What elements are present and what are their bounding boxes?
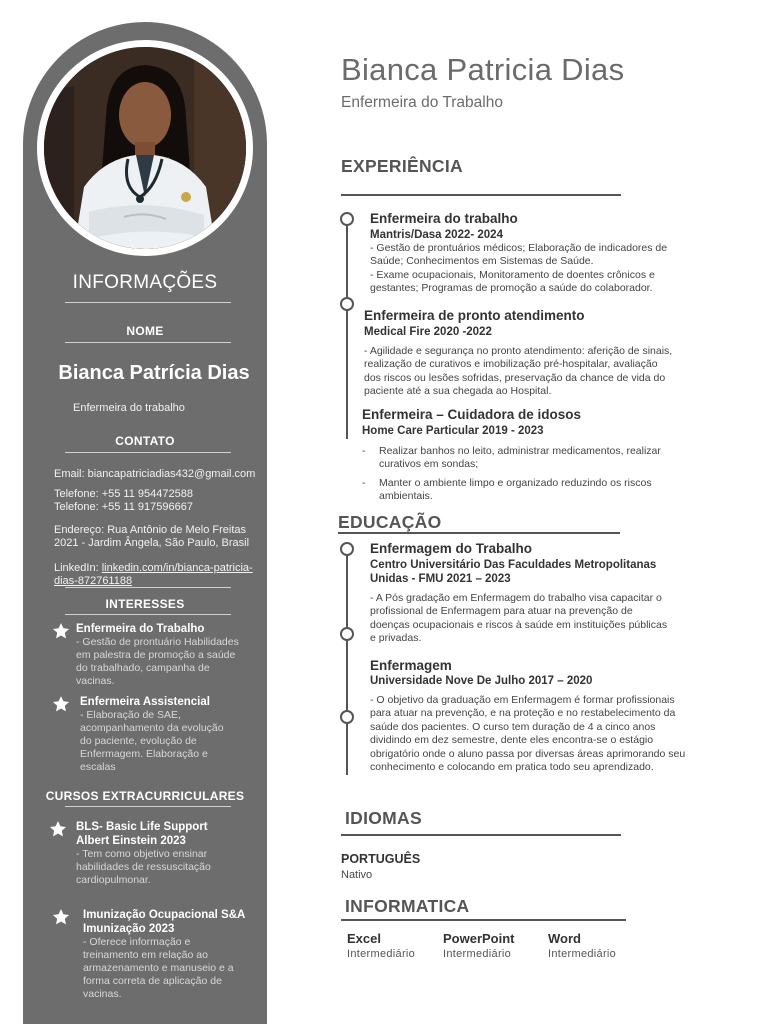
interest-item [52, 622, 262, 688]
interest-title: Enfermeira Assistencial [80, 696, 210, 708]
desc-line: - A Pós gradação em Enfermagem do trabalho visa capacitar o [370, 592, 662, 604]
role-text: Enfermeira do trabalho [73, 402, 185, 414]
job-bullet [362, 477, 709, 504]
skill-level: Intermediário [347, 948, 416, 960]
desc-line: Enfermagem. Elaboração e [80, 748, 208, 760]
star-icon [49, 820, 67, 838]
desc-line: Saúde; Conhecimentos em Sistemas de Saúde. [370, 255, 594, 268]
education-heading: EDUCAÇÃO [338, 512, 442, 532]
circle-icon [340, 710, 354, 724]
section-rule [341, 194, 621, 196]
section-rule [341, 919, 626, 921]
job-org: Mantris/Dasa 2022- 2024 [370, 229, 503, 241]
course-subtitle: Imunização 2023 [83, 923, 175, 935]
edu-desc [370, 694, 730, 774]
course-subtitle: Albert Einstein 2023 [76, 835, 186, 847]
course-item [52, 908, 267, 1001]
job-title: Enfermeira – Cuidadora de idosos [362, 407, 582, 422]
address-line-1: Endereço: Rua Antônio de Melo Freitas [54, 524, 247, 536]
desc-line: Manter o ambiente limpo e organizado reduzindo os riscos [379, 477, 652, 489]
profile-photo [44, 47, 246, 249]
section-rule [341, 834, 621, 836]
desc-line: - Gestão de prontuário Habilidades [76, 636, 239, 648]
desc-line: - Gestão de prontuários médicos; Elaboração de indicadores de [370, 242, 668, 254]
name-label: NOME [126, 324, 164, 338]
experience-timeline [346, 219, 348, 439]
desc-line: do trabalhado, campanha de [76, 662, 210, 674]
divider [65, 587, 231, 588]
linkedin [54, 562, 254, 588]
desc-line: para atuar na prevenção, e na proteção e no restabelecimento da [370, 707, 676, 720]
job-org: Medical Fire 2020 -2022 [364, 326, 492, 338]
full-name: Bianca Patrícia Dias [58, 362, 250, 384]
education-timeline [346, 549, 348, 775]
desc-line: dos riscos ou lesões sofridas, preservação da chance de vida do [364, 371, 666, 384]
desc-line: vacinas. [83, 988, 122, 1000]
desc-line: - Exame ocupacionais, Monitoramento de doentes crônicos e [370, 268, 655, 281]
interest-desc [80, 709, 267, 774]
edu-title: Enfermagem do Trabalho [370, 541, 533, 556]
desc-line: cardiopulmonar. [76, 874, 151, 886]
phone-1: Telefone: +55 11 954472588 [54, 488, 193, 500]
desc-line: vacinas. [76, 675, 115, 687]
star-icon [52, 695, 70, 713]
desc-line: do paciente, evolução de [80, 735, 197, 747]
desc-line: Realizar banhos no leito, administrar medicamentos, realizar [379, 445, 661, 457]
course-title: BLS- Basic Life Support [76, 821, 208, 833]
desc-line: treinamento em relação ao [83, 949, 208, 961]
circle-icon [340, 212, 354, 226]
desc-line: saúde dos pacientes. O curso tem duração de 4 a cinco anos [370, 720, 656, 733]
desc-line: - O objetivo da graduação em Enfermagem é formar profissionais [370, 694, 675, 706]
interest-item [52, 695, 267, 774]
divider [65, 302, 231, 303]
divider [65, 806, 231, 807]
edu-org: Unidas - FMU 2021 – 2023 [370, 573, 511, 585]
language-level: Nativo [341, 869, 373, 881]
desc-line: ambientais. [379, 490, 433, 503]
edu-org: Centro Universitário Das Faculdades Metropolitanas [370, 559, 657, 571]
profile-photo-frame [37, 40, 253, 256]
divider [65, 614, 231, 615]
profile-photo-illustration [44, 47, 246, 249]
linkedin-link-cont[interactable]: dias-872761188 [54, 575, 133, 587]
dash-icon: - [362, 445, 366, 457]
desc-line: - Tem como objetivo ensinar [76, 848, 208, 860]
skill-name: Word [548, 931, 581, 946]
divider [65, 452, 231, 453]
circle-icon [340, 627, 354, 641]
desc-line: paciente até a sua chegada ao Hospital. [364, 385, 552, 398]
experience-heading: EXPERIÊNCIA [341, 156, 463, 176]
desc-line: armazenamento e manuseio e a [83, 962, 234, 974]
job-org: Home Care Particular 2019 - 2023 [362, 425, 544, 437]
informatica-heading: INFORMATICA [345, 896, 470, 916]
job-desc [370, 242, 700, 296]
divider [65, 342, 231, 343]
desc-line: gestantes; Programas de promoção a saúde do colaborador. [370, 282, 653, 295]
edu-org: Universidade Nove De Julho 2017 – 2020 [370, 675, 593, 687]
job-desc [364, 345, 704, 399]
interests-label: INTERESSES [105, 597, 185, 611]
desc-line: dividindo em dez semestre, dente eles encontra-se o estágio [370, 734, 654, 747]
course-title: Imunização Ocupacional S&A [83, 909, 246, 921]
language-name: PORTUGUÊS [341, 852, 421, 866]
desc-line: curativos em sondas; [379, 458, 479, 471]
section-rule [338, 532, 620, 534]
email-text: Email: biancapatriciadias432@gmail.com [54, 468, 256, 480]
skill-level: Intermediário [443, 948, 512, 960]
courses-label: CURSOS EXTRACURRICULARES [45, 789, 245, 803]
desc-line: - Agilidade e segurança no pronto atendimento: aferição de sinais, [364, 345, 673, 357]
contact-label: CONTATO [115, 434, 175, 448]
star-icon [52, 622, 70, 640]
job-bullet [362, 445, 709, 472]
job-title: Enfermeira de pronto atendimento [364, 308, 585, 323]
languages-heading: IDIOMAS [345, 808, 422, 828]
circle-icon [340, 542, 354, 556]
interest-desc [76, 636, 262, 688]
desc-line: habilidades de ressuscitação [76, 861, 211, 873]
desc-line: profissional de Enfermagem para atuar na prevenção de [370, 605, 633, 618]
header-name: Bianca Patricia Dias [341, 52, 625, 87]
interest-title: Enfermeira do Trabalho [76, 623, 205, 635]
edu-desc [370, 592, 698, 646]
job-title: Enfermeira do trabalho [370, 211, 518, 226]
star-icon [52, 908, 70, 926]
desc-line: - Oferece informação e [83, 936, 191, 948]
desc-line: doenças ocupacionais e riscos à saúde em instituições públicas [370, 618, 668, 631]
sidebar [23, 22, 267, 1024]
course-desc [83, 936, 267, 1001]
desc-line: - Elaboração de SAE, [80, 709, 181, 721]
edu-title: Enfermagem [370, 658, 452, 673]
desc-line: obrigatório onde o aluno passa por diversas áreas aprimorando seu [370, 747, 686, 760]
desc-line: acompanhamento da evolução [80, 722, 224, 734]
linkedin-label: LinkedIn: [54, 562, 102, 574]
course-item [49, 820, 264, 887]
phone-2: Telefone: +55 11 917596667 [54, 501, 193, 513]
desc-line: conhecimento e colocando em pratica todo seu aprendizado. [370, 761, 654, 774]
circle-icon [340, 297, 354, 311]
desc-line: realização de curativos e imobilização pré-hospitalar, avaliação [364, 358, 658, 371]
skill-level: Intermediário [548, 948, 617, 960]
info-heading: INFORMAÇÕES [72, 272, 218, 293]
desc-line: e privadas. [370, 632, 422, 645]
desc-line: em palestra de promoção a saúde [76, 649, 236, 661]
skill-name: PowerPoint [443, 931, 515, 946]
course-desc [76, 848, 264, 887]
linkedin-link[interactable]: linkedin.com/in/bianca-patricia- [101, 562, 253, 574]
desc-line: forma correta de aplicação de [83, 975, 222, 987]
dash-icon: - [362, 477, 366, 489]
header-subtitle: Enfermeira do Trabalho [341, 94, 503, 111]
desc-line: escalas [80, 761, 116, 773]
address-line-2: 2021 - Jardim Ângela, São Paulo, Brasil [54, 537, 250, 549]
skill-name: Excel [347, 931, 381, 946]
